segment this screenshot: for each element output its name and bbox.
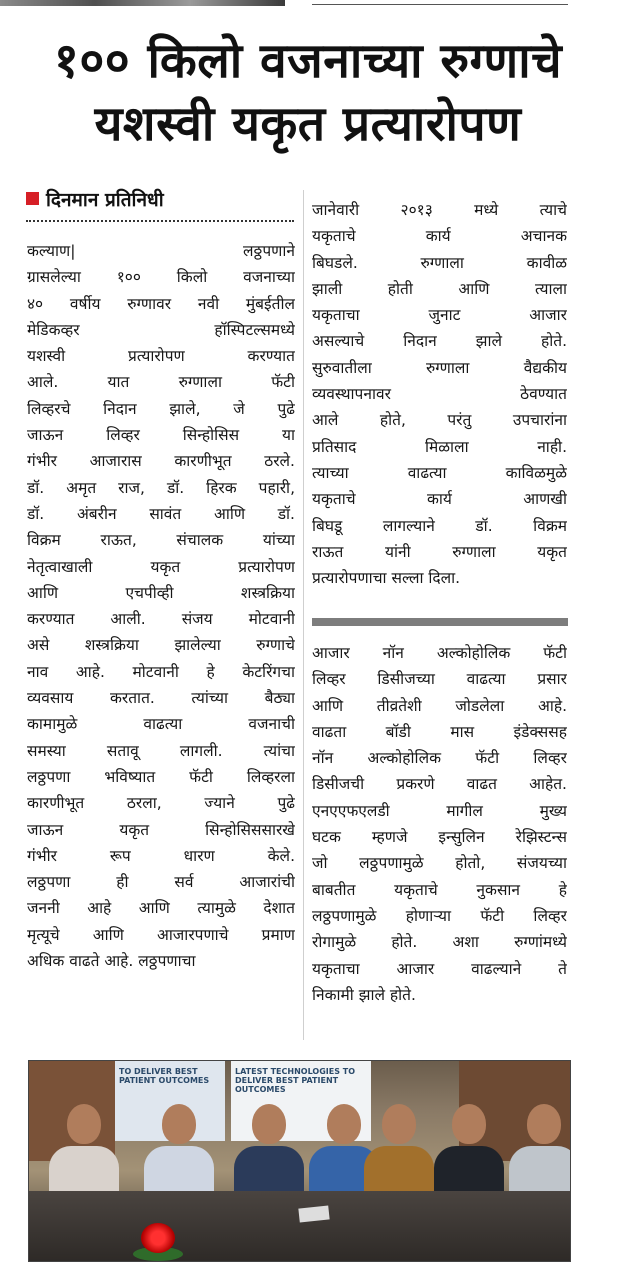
right-column-top-line: प्रत्यारोपणाचा सल्ला दिला. xyxy=(312,569,461,588)
left-column-line: कारणीभूत ठरला, ज्याने पुढे xyxy=(27,794,295,813)
left-column-line: आले. यात रुग्णाला फॅटी xyxy=(27,373,295,392)
left-column-line: डॉ. अमृत राज, डॉ. हिरक पहारी, xyxy=(27,478,295,497)
byline xyxy=(26,188,294,212)
left-column-line: असे शस्त्रक्रिया झालेल्या रुग्णाचे xyxy=(27,636,295,655)
byline-text: दिनमान प्रतिनिधी xyxy=(46,189,164,211)
left-column-line: व्यवसाय करतात. त्यांच्या बैठ्या xyxy=(27,689,295,708)
left-column-line: नेतृत्वाखाली यकृत प्रत्यारोपण xyxy=(27,557,295,576)
right-column-top-line: व्यवस्थापनावर ठेवण्यात xyxy=(312,385,567,404)
right-column-top-line: बिघडले. रुग्णाला कावीळ xyxy=(312,253,567,272)
photo-banner-2: LATEST TECHNOLOGIES TO DELIVER BEST PATIENT OUTCOMES xyxy=(231,1061,371,1141)
right-column-bottom-line: बाबतीत यकृताचे नुकसान हे xyxy=(312,880,567,899)
left-column-line: मेडिकव्हर हॉस्पिटल्समध्ये xyxy=(27,320,295,339)
top-rule xyxy=(312,4,568,5)
left-column-line: ग्रासलेल्या १०० किलो वजनाच्या xyxy=(27,268,295,287)
right-column-bottom-line: आणि तीव्रतेशी जोडलेला आहे. xyxy=(312,696,567,715)
right-column-bottom-line: रोगामुळे होते. अशा रुग्णांमध्ये xyxy=(312,933,567,952)
left-column-line: मृत्यूचे आणि आजारपणाचे प्रमाण xyxy=(27,925,295,944)
left-column-line: नाव आहे. मोटवानी हे केटरिंगचा xyxy=(27,662,295,681)
left-column-line: लठ्ठपणा ही सर्व आजारांची xyxy=(27,873,295,892)
right-column-bottom-line: जो लठ्ठपणामुळे होतो, संजयच्या xyxy=(312,854,567,873)
left-column-line: जाऊन यकृत सिन्होसिससारखे xyxy=(27,820,295,839)
left-column-line: आणि एचपीव्ही शस्त्रक्रिया xyxy=(27,583,295,602)
left-column-line: विक्रम राऊत, संचालक यांच्या xyxy=(27,531,295,550)
headline-line-2: यशस्वी यकृत प्रत्यारोपण xyxy=(94,96,522,152)
left-column-line: लठ्ठपणा भविष्यात फॅटी लिव्हरला xyxy=(27,767,295,786)
event-photo xyxy=(28,1060,571,1262)
right-column-top-line: जानेवारी २०१३ मध्ये त्याचे xyxy=(312,201,567,219)
article-column-right-bottom xyxy=(312,640,567,1008)
left-column-line: ४० वर्षीय रुग्णावर नवी मुंबईतील xyxy=(27,294,295,313)
right-column-bottom-line: एनएएफएलडी मागील मुख्य xyxy=(312,801,567,820)
rose-icon xyxy=(141,1223,175,1253)
right-column-top-line: प्रतिसाद मिळाला नाही. xyxy=(312,437,567,456)
right-column-top-line: बिघडू लागल्याने डॉ. विक्रम xyxy=(312,516,567,535)
section-divider xyxy=(312,618,568,626)
headline xyxy=(10,30,606,156)
left-column-line: जननी आहे आणि त्यामुळे देशात xyxy=(27,899,295,918)
right-column-bottom-line: घटक म्हणजे इन्सुलिन रेझिस्टन्स xyxy=(312,828,567,847)
right-column-top-line: त्याच्या वाढत्या काविळमुळे xyxy=(312,463,567,482)
right-column-top-line: यकृताचे कार्य आणखी xyxy=(312,490,567,509)
right-column-top-line: आले होते, परंतु उपचारांना xyxy=(312,411,567,430)
left-column-line: करण्यात आली. संजय मोटवानी xyxy=(27,610,295,629)
right-column-top-line: सुरुवातीला रुग्णाला वैद्यकीय xyxy=(312,358,567,377)
article-column-right-top xyxy=(312,197,567,591)
left-column-line: गंभीर रूप धारण केले. xyxy=(27,846,295,865)
article-column-left xyxy=(27,238,295,974)
left-column-line: लिव्हरचे निदान झाले, जे पुढे xyxy=(27,399,295,418)
top-photo-strip xyxy=(0,0,285,6)
right-column-bottom-line: निकामी झाले होते. xyxy=(312,985,416,1004)
left-column-line: यशस्वी प्रत्यारोपण करण्यात xyxy=(27,347,295,366)
left-column-line: डॉ. अंबरीन सावंत आणि डॉ. xyxy=(27,504,295,523)
left-column-line: कल्याण| लठ्ठपणाने xyxy=(27,242,295,260)
right-column-top-line: झाली होती आणि त्याला xyxy=(312,279,567,298)
right-column-bottom-line: आजार नॉन अल्कोहोलिक फॅटी xyxy=(312,644,567,662)
byline-dotted-rule xyxy=(26,220,294,222)
left-column-line: जाऊन लिव्हर सिन्होसिस या xyxy=(27,426,295,445)
right-column-bottom-line: लिव्हर डिसीजच्या वाढत्या प्रसार xyxy=(312,670,567,689)
photo-table xyxy=(29,1191,570,1261)
left-column-line: अधिक वाढते आहे. लठ्ठपणाचा xyxy=(27,952,196,971)
right-column-top-line: यकृताचा जुनाट आजार xyxy=(312,306,567,325)
byline-marker-icon xyxy=(26,192,39,205)
photo-banner-1: TO DELIVER BEST PATIENT OUTCOMES xyxy=(115,1061,225,1141)
right-column-bottom-line: लठ्ठपणामुळे होणाऱ्या फॅटी लिव्हर xyxy=(312,906,567,925)
right-column-top-line: असल्याचे निदान झाले होते. xyxy=(312,332,567,351)
headline-line-1: १०० किलो वजनाच्या रुग्णाचे xyxy=(53,33,563,89)
column-rule xyxy=(303,190,304,1040)
right-column-top-line: राऊत यांनी रुग्णाला यकृत xyxy=(312,542,567,561)
left-column-line: समस्या सतावू लागली. त्यांचा xyxy=(27,741,295,760)
right-column-bottom-line: नॉन अल्कोहोलिक फॅटी लिव्हर xyxy=(312,749,567,768)
left-column-line: कामामुळे वाढत्या वजनाची xyxy=(27,715,295,734)
right-column-bottom-line: डिसीजची प्रकरणे वाढत आहेत. xyxy=(312,775,567,794)
right-column-top-line: यकृताचे कार्य अचानक xyxy=(312,227,567,246)
left-column-line: गंभीर आजारास कारणीभूत ठरले. xyxy=(27,452,295,471)
right-column-bottom-line: वाढता बॉडी मास इंडेक्ससह xyxy=(312,722,567,741)
right-column-bottom-line: यकृताचा आजार वाढल्याने ते xyxy=(312,959,567,978)
